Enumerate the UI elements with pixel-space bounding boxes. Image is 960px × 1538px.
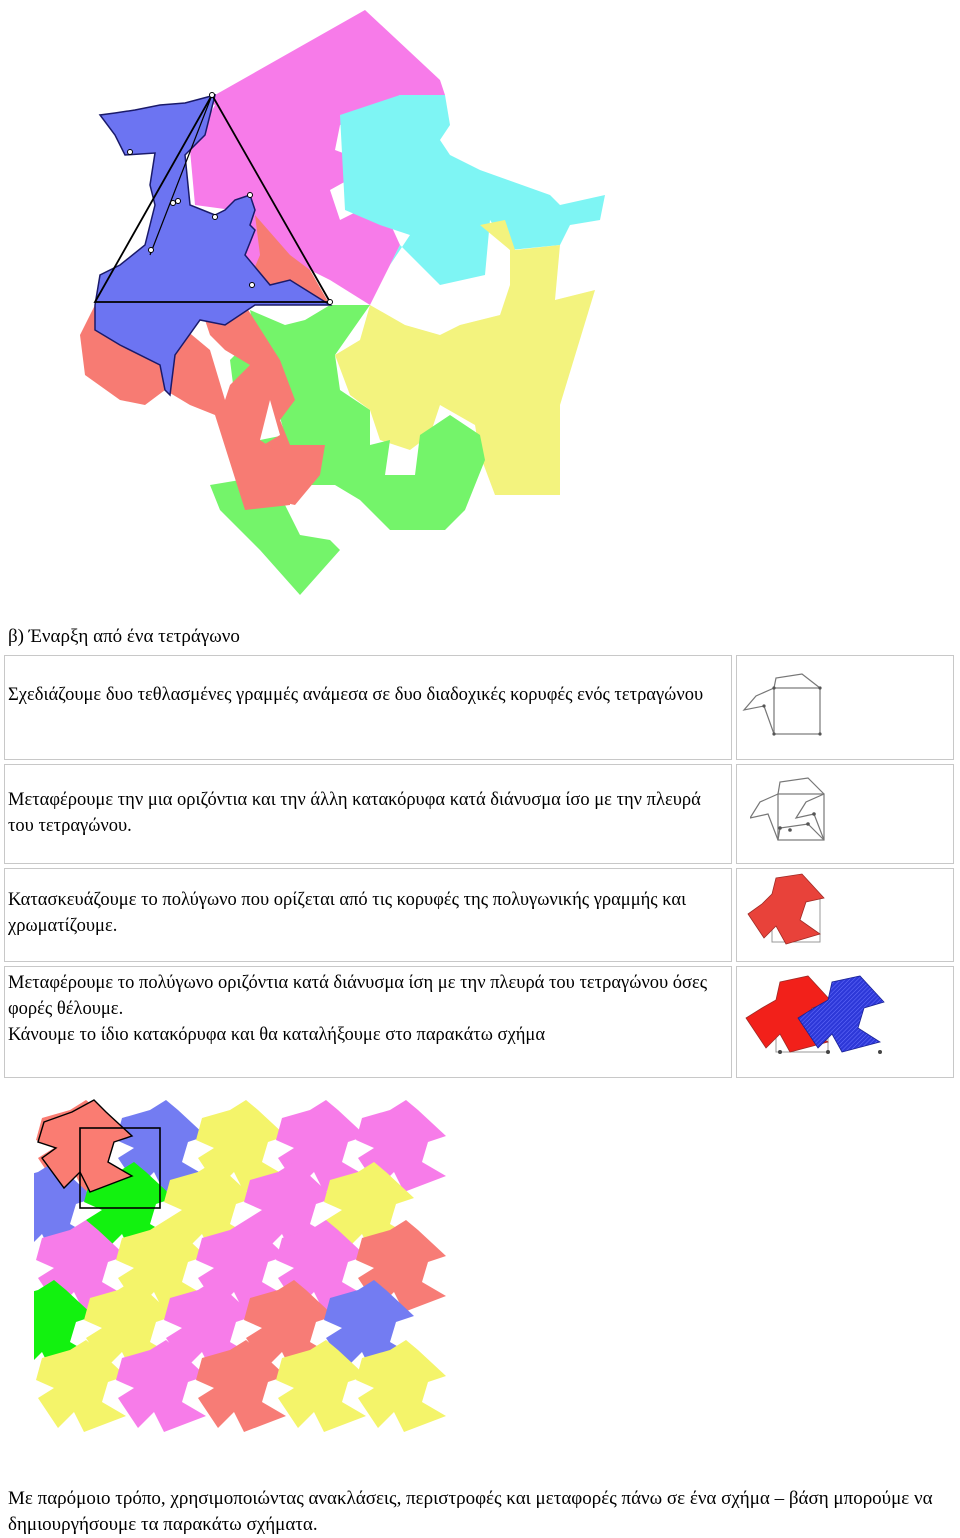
square-with-translated-polylines-figure [750,774,840,850]
footer-text: Με παρόμοιο τρόπο, χρησιμοποιώντας ανακλάσεις, περιστροφές και μεταφορές πάνω σε ένα σχήμα – βάση μπορούμε να δημιουργήσουμε τα παρακάτω σχήματα. [8,1488,933,1535]
step-3-text: Κατασκευάζουμε το πολύγωνο που ορίζεται από τις κορυφές της πολυγωνικής γραμμής και χρωματίζουμε. [8,890,687,936]
red-polygon-figure [742,872,832,948]
step-4-text-continued: Κάνουμε το ίδιο κατακόρυφα και θα καταλήξουμε στο παρακάτω σχήμα [8,1025,546,1045]
section-heading: β) Έναρξη από ένα τετράγωνο [8,626,240,647]
step-2-text: Μεταφέρουμε την μια οριζόντια και την άλλη κατακόρυφα κατά διάνυσμα ίσο με την πλευρά του τετραγώνου. [8,790,701,836]
step-1-text: Σχεδιάζουμε δυο τεθλασμένες γραμμές ανάμεσα σε δυο διαδοχικές κορυφές ενός τετραγώνου [8,685,704,705]
red-and-blue-polygons-figure [742,972,892,1058]
square-with-polyline-figure [742,668,832,744]
rotation-tessellation-figure [40,5,640,605]
square-tessellation-figure [34,1096,494,1454]
step-4-text: Μεταφέρουμε το πολύγωνο οριζόντια κατά διάνυσμα ίση με την πλευρά του τετραγώνου όσες φορές θέλουμε. [8,973,708,1019]
